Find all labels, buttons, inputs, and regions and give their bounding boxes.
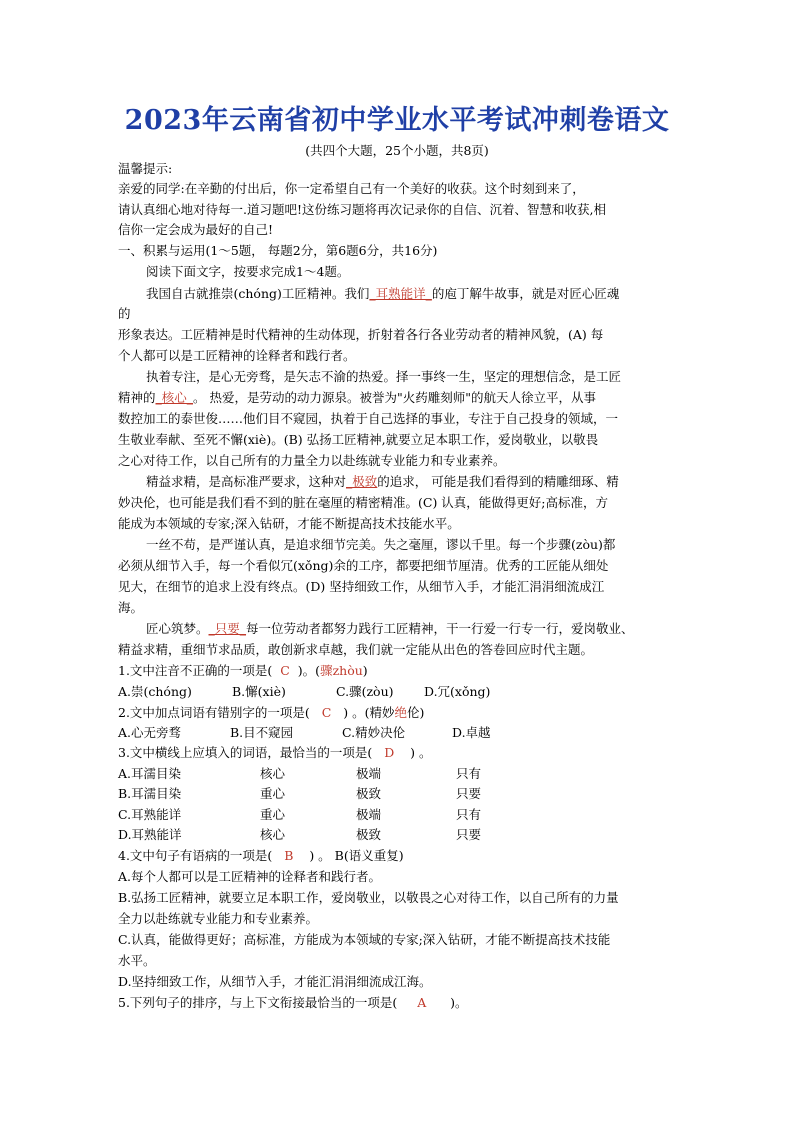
passage-line: 妙决伦，也可能是我们看不到的脏在毫厘的精密精准。(C) 认真，能做得更好;高标准，方: [118, 495, 609, 510]
option-a: A.崇(chóng): [118, 684, 192, 699]
passage-line: 形象表达。工匠精神是时代精神的生动体现，折射着各行各业劳动者的精神风貌，(A) 每: [118, 327, 604, 342]
intro-heading: 温馨提示:: [118, 161, 173, 176]
passage-line: 能成为本领域的专家;深入钻研，才能不断提高技术技能水平。: [118, 516, 460, 531]
question-1-options: [118, 684, 678, 700]
page-title: 2023年云南省初中学业水平考试冲刺卷语文: [124, 105, 670, 136]
option-d: D.冗(xǒng): [424, 684, 491, 699]
passage-line: 见大，在细节的追求上没有终点。(D) 坚持细致工作，从细节入手，才能汇涓涓细流成江: [118, 579, 605, 594]
passage-line: 生敬业奉献、至死不懈(xiè)。(B) 弘扬工匠精神,就要立足本职工作，爱岗敬业，以敬畏: [118, 432, 599, 447]
answer-note: 骤zhòu: [320, 663, 363, 678]
page-subtitle: (共四个大题，25个小题，共8页): [305, 143, 489, 158]
passage-line: 匠心筑梦。_只要_每一位劳动者都努力践行工匠精神，干一行爱一行专一行，爱岗敬业、: [146, 621, 634, 636]
intro-line: 亲爱的同学:在辛勤的付出后，你一定希望自己有一个美好的收获。这个时刻到来了，: [118, 181, 585, 196]
question-2-stem: 2.文中加点词语有错别字的一项是( C ) 。(精妙绝伦): [118, 705, 425, 720]
answer-blank: _极致: [346, 474, 378, 489]
option-row: C.耳熟能详 重心 极端 只有: [118, 807, 482, 822]
question-5-stem: 5.下列句子的排序，与上下文衔接最恰当的一项是( A )。: [118, 995, 468, 1010]
answer-mark: D: [384, 745, 395, 760]
answer-blank: _耳熟能详_: [369, 286, 432, 301]
section-heading: 一、积累与运用(1～5题， 每题2分，第6题6分，共16分): [118, 243, 438, 258]
option-d: D.坚持细致工作，从细节入手，才能汇涓涓细流成江海。: [118, 974, 432, 989]
answer-note: 绝: [394, 705, 407, 720]
passage-line: 执着专注，是心无旁骛，是矢志不渝的热爱。择一事终一生，坚定的理想信念，是工匠: [146, 369, 622, 384]
option-a: A.每个人都可以是工匠精神的诠释者和践行者。: [118, 869, 382, 884]
question-1-stem: 1.文中注音不正确的一项是( C )。(骤zhòu): [118, 663, 368, 678]
passage-line: 一丝不苟，是严谨认真，是追求细节完美。失之毫厘，谬以千里。每一个步骤(zòu)都: [146, 537, 616, 552]
option-row: D.耳熟能详 核心 极致 只要: [118, 827, 482, 842]
passage-line: 个人都可以是工匠精神的诠释者和践行者。: [118, 348, 356, 363]
question-3-stem: 3.文中横线上应填入的词语，最恰当的一项是( D ) 。: [118, 745, 432, 760]
question-4-stem: 4.文中句子有语病的一项是( B ) 。 B(语义重复): [118, 848, 404, 863]
answer-blank: _核心_: [155, 390, 194, 405]
option-a: A.心无旁骛: [118, 725, 182, 740]
option-b: B.弘扬工匠精神，就要立足本职工作，爱岗敬业，以敬畏之心对待工作，以自己所有的力量: [118, 890, 619, 905]
option-c: C.骤(zòu): [336, 684, 394, 699]
section-instruction: 阅读下面文字，按要求完成1～4题。: [146, 264, 350, 279]
passage-line: 精益求精，重细节求品质，敢创新求卓越，我们就一定能从出色的答卷回应时代主题。: [118, 642, 594, 657]
answer-mark: A: [417, 995, 427, 1010]
passage-line: 我国自古就推崇(chóng)工匠精神。我们_耳熟能详_的庖丁解牛故事，就是对匠心匠魂: [146, 286, 620, 301]
passage-line: 海。: [118, 600, 144, 615]
option-b: B.目不窥园: [230, 725, 294, 740]
option-c: C.认真，能做得更好；高标准，方能成为本领域的专家;深入钻研，才能不断提高技术技能: [118, 932, 611, 947]
answer-blank: _只要_: [208, 621, 247, 636]
intro-line: 请认真细心地对待每一.道习题吧!这份练习题将再次记录你的自信、沉着、智慧和收获,相: [118, 202, 606, 217]
option-d: D.卓越: [452, 725, 491, 740]
passage-line: 精神的_核心_。 热爱，是劳动的动力源泉。被誉为"火药雕刻师"的航天人徐立平，从事: [118, 390, 597, 405]
option-row: A.耳濡目染 核心 极端 只有: [118, 766, 482, 781]
answer-mark: C: [321, 705, 332, 720]
answer-mark: B: [284, 848, 294, 863]
option-b: B.懈(xiè): [232, 684, 286, 699]
passage-line: 之心对待工作，以自己所有的力量全力以赴练就专业能力和专业素养。: [118, 453, 506, 468]
intro-line: 信你一定会成为最好的自己!: [118, 222, 274, 237]
option-c: C.精妙决伦: [342, 725, 406, 740]
option-b-continued: 全力以赴练就专业能力和专业素养。: [118, 911, 319, 926]
passage-line: 必须从细节入手，每一个看似冗(xǒng)余的工序，都要把细节厘清。优秀的工匠能从细处: [118, 558, 609, 573]
passage-line: 数控加工的泰世俊……他们目不窥园，执着于自己选择的事业，专注于自己投身的领域，一: [118, 411, 619, 426]
option-c-continued: 水平。: [118, 953, 156, 968]
passage-line: 精益求精，是高标准严要求，这种对_极致的追求， 可能是我们看得到的精雕细琢、精: [146, 474, 619, 489]
answer-mark: C: [280, 663, 290, 678]
question-2-options: [118, 725, 678, 741]
option-row: B.耳濡目染 重心 极致 只要: [118, 786, 482, 801]
passage-line: 的: [118, 306, 131, 321]
